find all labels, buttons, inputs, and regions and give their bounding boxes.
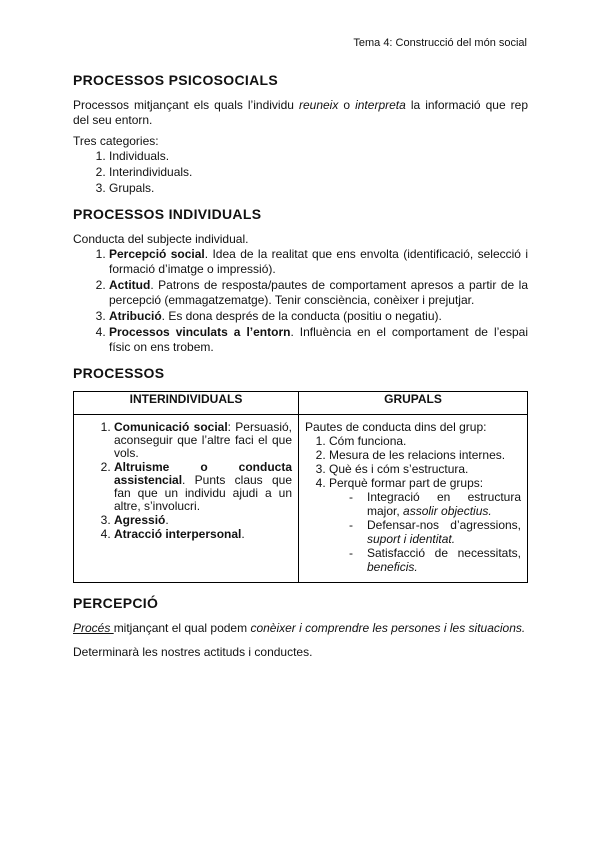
bold-term: Comunicació social (114, 420, 228, 434)
text-run: . Patrons de resposta/pautes de comportament apresos a partir de la percepció (emmagatzematge). Tenir consciència, conèixer i prejutjar. (109, 278, 528, 307)
text-run: o (338, 98, 356, 112)
text-run: Defensar-nos d’agressions, (367, 518, 521, 532)
section-processos-individuals (73, 206, 528, 355)
text-run: . (241, 527, 245, 541)
percepcio-definition (73, 621, 528, 636)
list-item: 3. Què és i cóm s’estructura. (329, 462, 521, 476)
bold-term: Atracció interpersonal (114, 527, 242, 541)
italic-term: conèixer i comprendre les persones i les situacions. (250, 621, 526, 635)
list-item: 3. Grupals. (109, 181, 528, 196)
list-item: 1. Cóm funciona. (329, 434, 521, 448)
column-header-interindividuals: INTERINDIVIDUALS (74, 392, 299, 415)
table-header-row (74, 392, 528, 415)
list-item (109, 325, 528, 355)
italic-term: assolir objectius. (403, 504, 492, 518)
text-run: Processos mitjançant els quals l’individu (73, 98, 299, 112)
categories-intro: Tres categories: (73, 134, 159, 148)
bold-term: Actitud (109, 278, 151, 292)
bold-term: Agressió (114, 513, 166, 527)
definition-paragraph (73, 98, 528, 128)
list-item (329, 476, 521, 574)
list-item (109, 278, 528, 308)
sublist-item (367, 546, 521, 574)
text-run: la informació que rep del seu entorn. (73, 98, 529, 127)
italic-term: beneficis. (367, 560, 418, 574)
list-item (109, 309, 528, 324)
section-percepcio (73, 595, 528, 660)
text-run: . (165, 513, 169, 527)
page-header: Tema 4: Construcció del món social (353, 37, 527, 49)
text-run: Satisfacció de necessitats, (367, 546, 521, 560)
text-run: . Influència en el comportament de l’espai físic on ens trobem. (109, 325, 528, 354)
text-run: : Persuasió, aconseguir que l’altre faci el que vols. (114, 420, 292, 460)
list-item (114, 514, 292, 527)
text-run: . Es dona després de la conducta (positiu o negatiu). (161, 309, 442, 323)
italic-term: suport i identitat. (367, 532, 456, 546)
section-processos-psicosocials (73, 72, 528, 196)
interindividual-cell (74, 415, 299, 583)
interindividual-list (80, 421, 292, 541)
document-body (73, 72, 528, 666)
text-run: Integració en estructura major, (367, 490, 521, 518)
text-run: mitjançant el qual podem (113, 621, 251, 635)
percepcio-note: Determinarà les nostres actituds i conductes. (73, 645, 313, 659)
text-run: . Idea de la realitat que ens envolta (identificació, selecció i formació d’imatge o impressió). (109, 247, 528, 276)
italic-term: interpreta (355, 98, 406, 112)
section-heading: PROCESSOS PSICOSOCIALS (73, 72, 278, 88)
section-heading: PERCEPCIÓ (73, 595, 159, 611)
bold-term: Altruisme o conducta assistencial (114, 460, 292, 487)
grupal-list (305, 434, 521, 574)
individual-processes-list (73, 247, 528, 355)
section-heading: PROCESSOS (73, 365, 165, 381)
section-intro: Conducta del subjecte individual. (73, 232, 249, 246)
grupal-sublist (329, 490, 521, 574)
list-item (114, 528, 292, 541)
list-item (114, 461, 292, 513)
bold-term: Processos vinculats a l’entorn (109, 325, 291, 339)
bold-term: Percepció social (109, 247, 205, 261)
underlined-term: Procés (73, 621, 114, 635)
text-run: Perquè formar part de grups: (329, 476, 484, 490)
sublist-item (367, 490, 521, 518)
text-run: . Punts claus que fan que un individu ajudi a un altre, s’involucri. (114, 473, 292, 513)
bold-term: Atribució (109, 309, 162, 323)
list-item: 2. Mesura de les relacions internes. (329, 448, 521, 462)
italic-term: reuneix (298, 98, 339, 112)
table-row (74, 415, 528, 583)
section-heading: PROCESSOS INDIVIDUALS (73, 206, 262, 222)
list-item (109, 247, 528, 277)
list-item: 1. Individuals. (109, 149, 528, 164)
grupal-intro: Pautes de conducta dins del grup: (305, 420, 487, 434)
sublist-item (367, 518, 521, 546)
list-item: 2. Interindividuals. (109, 165, 528, 180)
section-processos (73, 365, 528, 583)
processes-table (73, 391, 528, 583)
column-header-grupals: GRUPALS (299, 392, 528, 415)
grupal-cell (299, 415, 528, 583)
categories-list (73, 149, 528, 196)
list-item (114, 421, 292, 460)
